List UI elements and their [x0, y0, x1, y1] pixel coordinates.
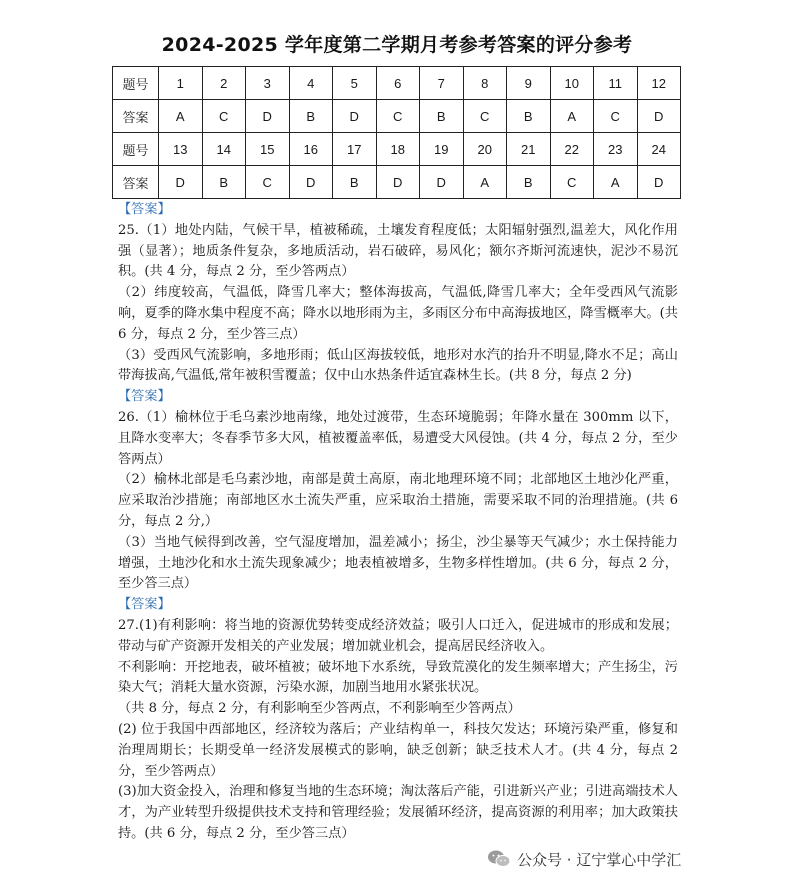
answer-paragraph: （3）当地气候得到改善，空气湿度增加，温差减小；扬尘，沙尘暴等天气减少；水土保持能力增强，土地沙化和水土流失现象减少；地表植被增多，生物多样性增加。(共 6 分，每点 2 分，至少答三点）: [118, 534, 678, 592]
table-cell: 21: [507, 133, 551, 166]
wechat-icon: [487, 849, 511, 869]
answer-paragraph: (2) 位于我国中西部地区，经济较为落后；产业结构单一，科技欠发达；环境污染严重，修复和治理周期长；长期受单一经济发展模式的影响，缺乏创新；缺乏技术人才。(共 4 分，每点 2 分，至少答两点）: [118, 721, 678, 779]
watermark-text: 公众号 · 辽宁掌心中学汇: [517, 850, 682, 869]
table-cell: D: [420, 166, 464, 199]
table-cell: 20: [463, 133, 507, 166]
table-cell: 2: [202, 67, 246, 100]
table-cell: 15: [246, 133, 290, 166]
table-row-header: 答案: [113, 100, 159, 133]
table-cell: 9: [507, 67, 551, 100]
table-cell: D: [637, 166, 681, 199]
answer-body: [118, 200, 678, 845]
table-cell: 12: [637, 67, 681, 100]
answer-paragraph: (3)加大资金投入，治理和修复当地的生态环境；淘汰落后产能，引进新兴产业；引进高端技术人才，为产业转型升级提供技术支持和管理经验；发展循环经济，提高资源的利用率；加大政策扶持。(共 6 分，每点 2 分，至少答三点）: [118, 784, 678, 841]
table-cell: A: [594, 166, 638, 199]
table-cell: 14: [202, 133, 246, 166]
answer-table-row: [113, 166, 681, 199]
table-cell: D: [637, 100, 681, 133]
table-cell: 5: [333, 67, 377, 100]
table-cell: D: [159, 166, 203, 199]
table-cell: 19: [420, 133, 464, 166]
table-cell: A: [463, 166, 507, 199]
table-cell: A: [159, 100, 203, 133]
table-cell: 3: [246, 67, 290, 100]
table-row-header: 答案: [113, 166, 159, 199]
table-cell: 10: [550, 67, 594, 100]
answer-paragraph: （3）受西风气流影响，多地形雨；低山区海拔较低，地形对水汽的抬升不明显,降水不足；高山带海拔高,气温低,常年被积雪覆盖；仅中山水热条件适宜森林生长。(共 8 分，每点 2 分): [118, 347, 678, 384]
answer-tag: 【答案】: [118, 202, 171, 217]
answer-paragraph: （2）榆林北部是毛乌素沙地，南部是黄土高原，南北地理环境不同；北部地区土地沙化严重，应采取治沙措施；南部地区水土流失严重，应采取治土措施，需要采取不同的治理措施。(共 6 分，每点 2 分,）: [118, 472, 678, 529]
table-cell: D: [333, 100, 377, 133]
table-cell: 11: [594, 67, 638, 100]
answer-paragraph: 26.（1）榆林位于毛乌素沙地南缘，地处过渡带，生态环境脆弱；年降水量在 300mm 以下，且降水变率大；冬春季节多大风，植被覆盖率低，易遭受大风侵蚀。(共 4 分，每点 2 分，至少答两点）: [118, 409, 678, 467]
table-cell: 16: [289, 133, 333, 166]
table-cell: B: [507, 166, 551, 199]
answer-paragraph: 25.（1）地处内陆，气候干旱，植被稀疏，土壤发育程度低；太阳辐射强烈,温差大，风化作用强（显著）；地质条件复杂，多地质活动，岩石破碎，易风化；额尔齐斯河流速快，泥沙不易沉积。(共 4 分，每点 2 分，至少答两点）: [118, 222, 678, 280]
table-cell: C: [463, 100, 507, 133]
table-row-header: 题号: [113, 67, 159, 100]
table-cell: C: [594, 100, 638, 133]
answer-table: [112, 66, 681, 199]
answer-tag: 【答案】: [118, 389, 171, 405]
answer-paragraph: 27.(1)有利影响：将当地的资源优势转变成经济效益；吸引人口迁入，促进城市的形成和发展；带动与矿产资源开发相关的产业发展；增加就业机会，提高居民经济收入。: [118, 617, 678, 654]
watermark: [483, 846, 685, 872]
table-cell: D: [376, 166, 420, 199]
answer-paragraph: 不利影响：开挖地表，破坏植被；破坏地下水系统，导致荒漠化的发生频率增大；产生扬尘，污染大气；消耗大量水资源，污染水源，加剧当地用水紧张状况。: [118, 659, 678, 696]
answer-table-row: [113, 67, 681, 100]
answer-paragraph: （2）纬度较高，气温低，降雪几率大；整体海拔高，气温低,降雪几率大；全年受西风气流影响，夏季的降水集中程度不高；降水以地形雨为主，多雨区分布中高海拔地区，降雪概率大。(共 6 分，每点 2 分，至少答三点）: [118, 285, 678, 342]
table-cell: 22: [550, 133, 594, 166]
table-cell: C: [246, 166, 290, 199]
table-cell: A: [550, 100, 594, 133]
table-cell: C: [550, 166, 594, 199]
table-cell: 6: [376, 67, 420, 100]
table-cell: B: [507, 100, 551, 133]
table-cell: 1: [159, 67, 203, 100]
table-cell: B: [289, 100, 333, 133]
answer-tag: 【答案】: [118, 597, 171, 613]
table-cell: 4: [289, 67, 333, 100]
answer-paragraph: （共 8 分，每点 2 分，有利影响至少答两点，不利影响至少答两点）: [118, 701, 521, 717]
table-cell: 18: [376, 133, 420, 166]
table-cell: C: [202, 100, 246, 133]
answer-table-row: [113, 100, 681, 133]
table-cell: D: [246, 100, 290, 133]
table-cell: B: [202, 166, 246, 199]
table-row-header: 题号: [113, 133, 159, 166]
table-cell: 8: [463, 67, 507, 100]
table-cell: D: [289, 166, 333, 199]
answer-table-row: [113, 133, 681, 166]
table-cell: 17: [333, 133, 377, 166]
table-cell: C: [376, 100, 420, 133]
table-cell: 23: [594, 133, 638, 166]
table-cell: B: [420, 100, 464, 133]
page-title: 2024-2025 学年度第二学期月考参考答案的评分参考: [161, 34, 633, 56]
table-cell: 24: [637, 133, 681, 166]
table-cell: B: [333, 166, 377, 199]
table-cell: 7: [420, 67, 464, 100]
table-cell: 13: [159, 133, 203, 166]
